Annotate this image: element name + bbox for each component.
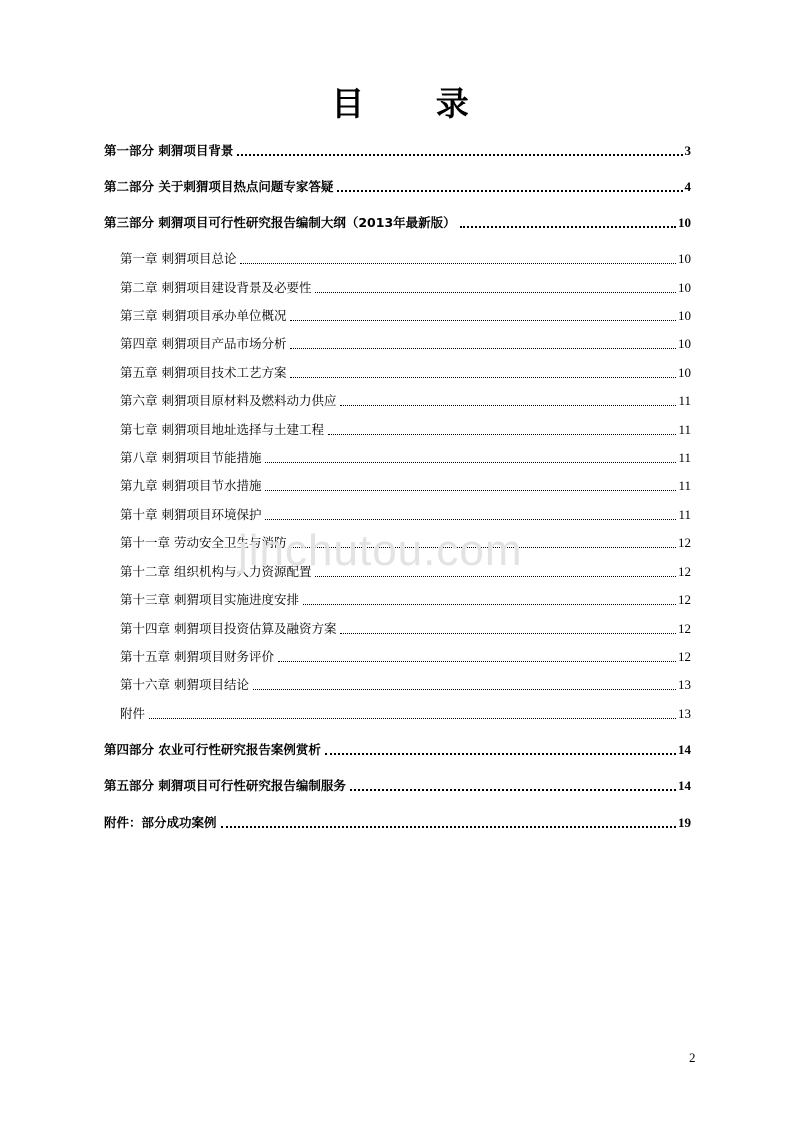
- toc-entry-chapter-4[interactable]: [120, 334, 691, 354]
- toc-entry-label: 第九章 刺猬项目节水措施: [120, 478, 262, 493]
- toc-entry-label: 第十六章 刺猬项目结论: [120, 677, 249, 692]
- toc-entry-page: 12: [678, 535, 691, 550]
- page-number: 2: [689, 1050, 696, 1065]
- toc-dot-leader: [340, 633, 676, 634]
- toc-entry-page: 11: [678, 422, 691, 437]
- toc-entry-chapter-10[interactable]: [120, 505, 691, 525]
- toc-dot-leader: [265, 519, 676, 520]
- toc-entry-chapter-6[interactable]: [120, 391, 691, 411]
- toc-entry-label: 第六章 刺猬项目原材料及燃料动力供应: [120, 393, 337, 408]
- toc-entry-part-2[interactable]: [104, 177, 691, 197]
- toc-entry-chapter-9[interactable]: [120, 476, 691, 496]
- toc-dot-leader: [290, 320, 676, 321]
- toc-entry-label: 第十章 刺猬项目环境保护: [120, 507, 262, 522]
- toc-entry-label: 第四部分 农业可行性研究报告案例赏析: [104, 742, 321, 757]
- toc-entry-label: 第一部分 刺猬项目背景: [104, 143, 234, 158]
- toc-entry-page: 11: [678, 393, 691, 408]
- toc-entry-label: 第十一章 劳动安全卫生与消防: [120, 535, 287, 550]
- toc-dot-leader: [460, 226, 676, 228]
- toc-entry-part-3[interactable]: [104, 213, 691, 233]
- toc-entry-part-5[interactable]: [104, 776, 691, 796]
- toc-dot-leader: [149, 718, 676, 719]
- toc-entry-page: 14: [678, 742, 691, 757]
- toc-entry-page: 14: [678, 778, 691, 793]
- toc-entry-label: 第二章 刺猬项目建设背景及必要性: [120, 280, 312, 295]
- toc-entry-label: 第十四章 刺猬项目投资估算及融资方案: [120, 621, 337, 636]
- toc-entry-page: 10: [678, 365, 691, 380]
- toc-entry-page: 12: [678, 621, 691, 636]
- toc-entry-chapter-12[interactable]: [120, 562, 691, 582]
- toc-dot-leader: [290, 348, 676, 349]
- toc-entry-chapter-2[interactable]: [120, 278, 691, 298]
- toc-dot-leader: [328, 434, 676, 435]
- toc-dot-leader: [265, 462, 676, 463]
- toc-entry-cases[interactable]: [104, 813, 691, 833]
- toc-entry-chapter-1[interactable]: [120, 249, 691, 269]
- toc-entry-label: 第五章 刺猬项目技术工艺方案: [120, 365, 287, 380]
- toc-entry-page: 10: [678, 280, 691, 295]
- toc-entry-chapter-3[interactable]: [120, 306, 691, 326]
- toc-entry-chapter-13[interactable]: [120, 590, 691, 610]
- toc-entry-page: 10: [678, 336, 691, 351]
- toc-entry-label: 第八章 刺猬项目节能措施: [120, 450, 262, 465]
- toc-entry-label: 第三部分 刺猬项目可行性研究报告编制大纲（2013年最新版）: [104, 215, 456, 230]
- toc-dot-leader: [290, 377, 676, 378]
- toc-dot-leader: [221, 826, 676, 828]
- toc-dot-leader: [340, 405, 676, 406]
- toc-entry-chapter-8[interactable]: [120, 448, 691, 468]
- toc-entry-page: 10: [678, 215, 691, 230]
- toc-entry-chapter-7[interactable]: [120, 420, 691, 440]
- toc-entry-page: 11: [678, 507, 691, 522]
- toc-entry-page: 13: [678, 706, 691, 721]
- toc-entry-page: 13: [678, 677, 691, 692]
- toc-entry-chapter-15[interactable]: [120, 647, 691, 667]
- toc-dot-leader: [337, 190, 682, 192]
- toc-entry-page: 11: [678, 478, 691, 493]
- toc-entry-label: 第七章 刺猬项目地址选择与土建工程: [120, 422, 324, 437]
- toc-entry-appendix[interactable]: [120, 704, 691, 724]
- toc-entry-label: 第一章 刺猬项目总论: [120, 251, 237, 266]
- toc-entry-chapter-11[interactable]: [120, 533, 691, 553]
- toc-dot-leader: [253, 689, 676, 690]
- toc-entry-chapter-16[interactable]: [120, 675, 691, 695]
- toc-entry-page: 12: [678, 564, 691, 579]
- toc-dot-leader: [265, 490, 676, 491]
- watermark: jinchutou.com: [238, 526, 523, 575]
- toc-dot-leader: [303, 604, 676, 605]
- page-title: 目 录: [331, 84, 499, 123]
- toc-entry-page: 19: [678, 815, 691, 830]
- toc-dot-leader: [290, 547, 676, 548]
- toc-entry-page: 10: [678, 308, 691, 323]
- toc-dot-leader: [350, 789, 676, 791]
- toc-entry-page: 4: [684, 179, 691, 194]
- toc-dot-leader: [315, 576, 676, 577]
- toc-entry-part-4[interactable]: [104, 740, 691, 760]
- toc-entry-label: 第三章 刺猬项目承办单位概况: [120, 308, 287, 323]
- toc-entry-chapter-14[interactable]: [120, 619, 691, 639]
- toc-entry-label: 第十三章 刺猬项目实施进度安排: [120, 592, 299, 607]
- toc-entry-label: 第十五章 刺猬项目财务评价: [120, 649, 274, 664]
- toc-dot-leader: [240, 263, 676, 264]
- toc-entry-page: 10: [678, 251, 691, 266]
- toc-entry-part-1[interactable]: [104, 141, 691, 161]
- toc-entry-label: 附件: [120, 706, 146, 721]
- toc-entry-page: 12: [678, 592, 691, 607]
- toc-entry-label: 第五部分 刺猬项目可行性研究报告编制服务: [104, 778, 346, 793]
- toc-entry-label: 附件：部分成功案例: [104, 815, 217, 830]
- toc-entry-page: 11: [678, 450, 691, 465]
- toc-entry-page: 3: [684, 143, 691, 158]
- toc-dot-leader: [325, 753, 676, 755]
- toc-entry-label: 第十二章 组织机构与人力资源配置: [120, 564, 312, 579]
- toc-dot-leader: [315, 292, 676, 293]
- toc-entry-page: 12: [678, 649, 691, 664]
- toc-dot-leader: [278, 661, 676, 662]
- toc-entry-chapter-5[interactable]: [120, 363, 691, 383]
- toc-dot-leader: [237, 154, 682, 156]
- toc-entry-label: 第四章 刺猬项目产品市场分析: [120, 336, 287, 351]
- toc-entry-label: 第二部分 关于刺猬项目热点问题专家答疑: [104, 179, 334, 194]
